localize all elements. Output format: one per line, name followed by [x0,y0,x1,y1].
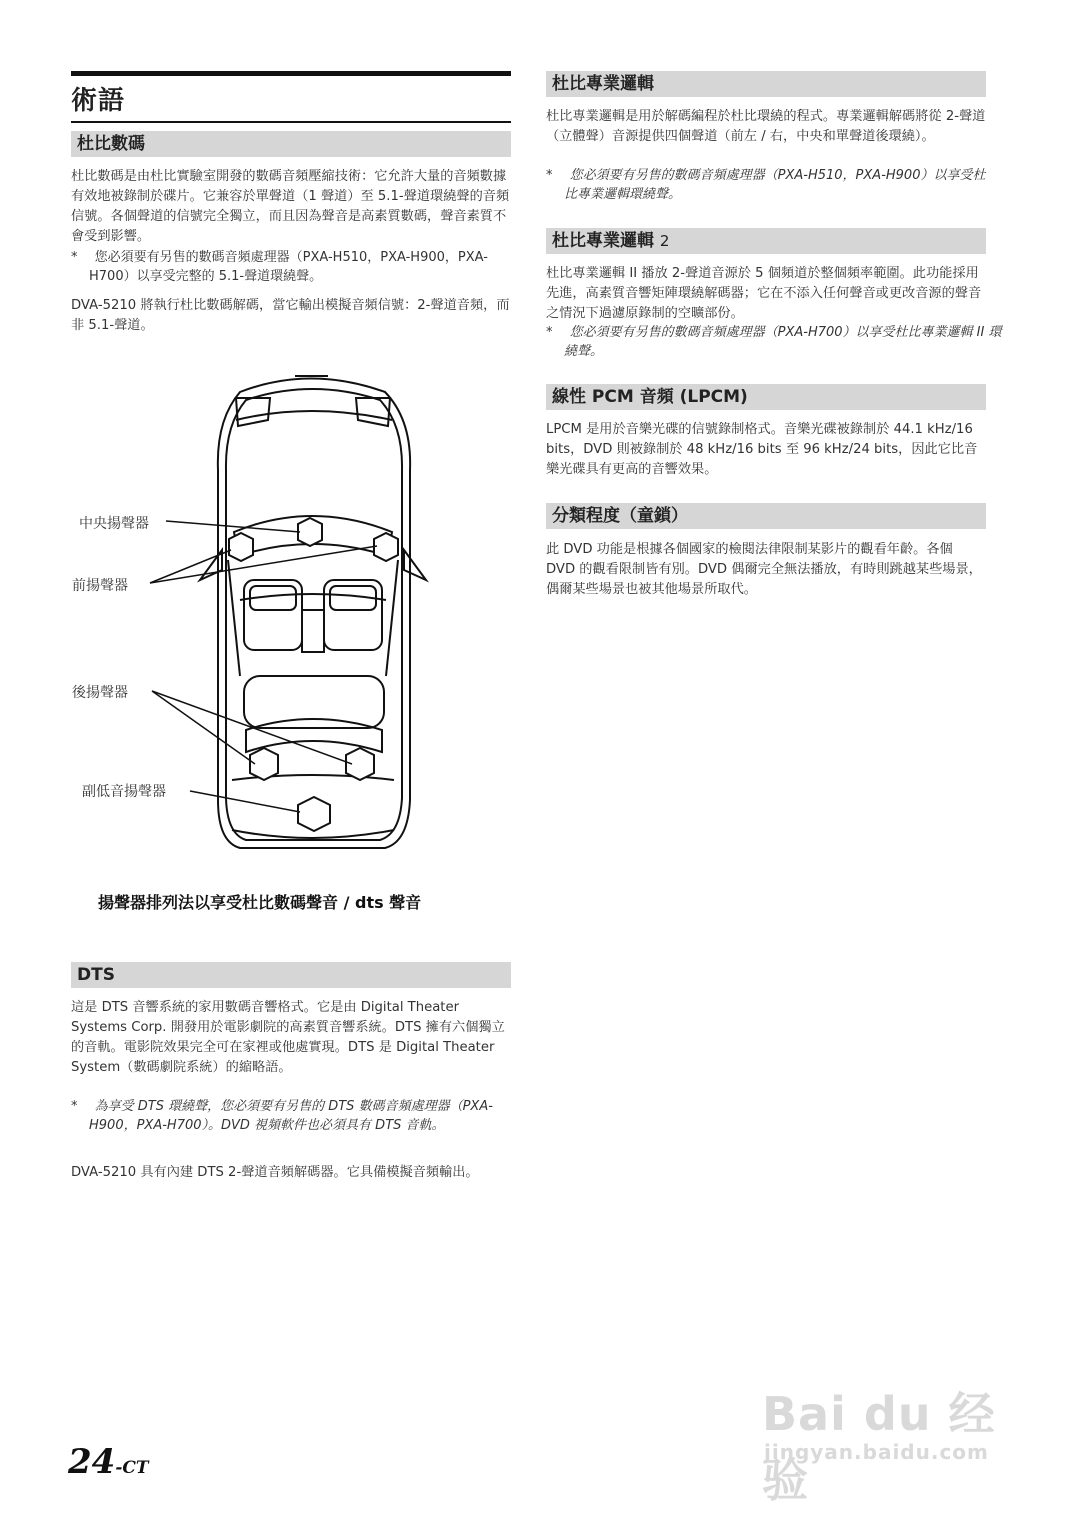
label-center-speaker: 中央揚聲器 [79,516,149,532]
title-rule [71,71,511,76]
headlamp-right [356,398,390,426]
heading-prologic: 杜比專業邏輯 [546,71,986,97]
leader-center [166,521,300,532]
prologic-body: 杜比專業邏輯是用於解碼編程於杜比環繞的程式。專業邏輯解碼將從 2-聲道（立體聲）音源提供四個聲道（前左 / 右，中央和單聲道後環繞）。 [546,109,986,144]
label-rear-speaker: 後揚聲器 [72,685,128,701]
speaker-front-left [229,533,253,561]
speaker-front-right [374,533,398,561]
rating-body: 此 DVD 功能是根據各個國家的檢閱法律限制某影片的觀看年齡。各個 DVD 的觀看限制皆有別。DVD 偶爾完全無法播放，有時則跳越某些場景，偶爾某些場景也被其他場景所取代。 [546,542,982,597]
rear-seat [246,719,382,752]
door-line-left [228,560,240,676]
heading-prologic-2 [546,228,986,254]
prologic-2-note: * 您必須要有另售的數碼音頻處理器（PXA-H700）以享受杜比專業邏輯 II 環繞聲。 [546,325,1002,359]
headlamp-left [236,398,270,426]
dolby-digital-note: * 您必須要有另售的數碼音頻處理器（PXA-H510，PXA-H900，PXA-H700）以享受完整的 5.1-聲道環繞聲。 [71,250,488,284]
leader-front-b [150,546,377,583]
console [302,610,324,652]
dolby-digital-extra: DVA-5210 將執行杜比數碼解碼，當它輸出模擬音頻信號：2-聲道音頻，而非 5.1-聲道。 [71,298,510,333]
front-seat-left [244,580,302,650]
mirror-right [404,550,426,580]
baidu-watermark [762,1360,1012,1507]
label-front-speaker: 前揚聲器 [72,578,128,594]
heading-prologic-2-suffix: 2 [659,232,670,250]
dts-body: 這是 DTS 音響系統的家用數碼音響格式。它是由 Digital Theater Systems Corp. 開發用於電影劇院的高素質音響系統。DTS 擁有六個獨立的音軌。電影院效果完全可在家裡或他處實現。DTS 是 Digital Theater System（數碼劇院系統）的縮略語。 [71,1000,505,1075]
dolby-digital-body: 杜比數碼是由杜比實驗室開發的數碼音頻壓縮技術：它允許大量的音頻數據有效地被錄制於碟片。它兼容於單聲道（1 聲道）至 5.1-聲道環繞聲的音頻信號。各個聲道的信號完全獨立，而且因為聲音是高素質數碼，聲音素質不會受到影響。 [71,169,510,244]
door-line-right [386,560,398,676]
heading-rating: 分類程度（童鎖） [546,503,986,529]
prologic-note: * 您必須要有另售的數碼音頻處理器（PXA-H510，PXA-H900）以享受杜比專業邏輯環繞聲。 [546,168,986,202]
car-speaker-diagram [140,360,440,860]
page-title: 術語 [71,80,511,123]
rear-cabin [244,676,384,728]
leader-rear-a [152,691,255,764]
prologic-2-body: 杜比專業邏輯 II 播放 2-聲道音源於 5 個頻道於整個頻率範圍。此功能採用先進，高素質音響矩陣環繞解碼器；它在不添入任何聲音或更改音源的聲音之情況下過濾原錄制的空曠部份。 [546,266,982,321]
dts-note: * 為享受 DTS 環繞聲，您必須要有另售的 DTS 數碼音頻處理器（PXA-H900，PXA-H700）。DVD 視頻軟件也必須具有 DTS 音軌。 [71,1099,493,1133]
speaker-subwoofer [298,797,330,831]
page-number-value: 24 [68,1442,116,1482]
heading-dts: DTS [71,962,511,988]
watermark-line2: jingyan.baidu.com [764,1440,989,1464]
diagram-caption: 揚聲器排列法以享受杜比數碼聲音 / dts 聲音 [98,893,422,912]
page-number [68,1442,149,1482]
front-seat-right [324,580,382,650]
watermark-line1: Bai du 经验 [762,1387,996,1507]
hood-line [236,411,392,420]
dashboard [240,594,386,600]
heading-dolby-digital: 杜比數碼 [71,131,511,157]
heading-prologic-2-text: 杜比專業邏輯 [552,231,654,251]
dts-extra: DVA-5210 具有內建 DTS 2-聲道音頻解碼器。它具備模擬音頻輸出。 [71,1165,479,1180]
heading-lpcm: 線性 PCM 音頻 (LPCM) [546,384,986,410]
page-number-suffix: -CT [115,1458,149,1478]
speaker-center [298,518,322,546]
lpcm-body: LPCM 是用於音樂光碟的信號錄制格式。音樂光碟被錄制於 44.1 kHz/16 bits，DVD 則被錄制於 48 kHz/16 bits 至 96 kHz/24 bits，因此它比音樂光碟具有更高的音響效果。 [546,422,978,477]
label-subwoofer: 副低音揚聲器 [82,784,166,800]
page-title-block [71,71,511,123]
leader-sub [190,791,300,812]
